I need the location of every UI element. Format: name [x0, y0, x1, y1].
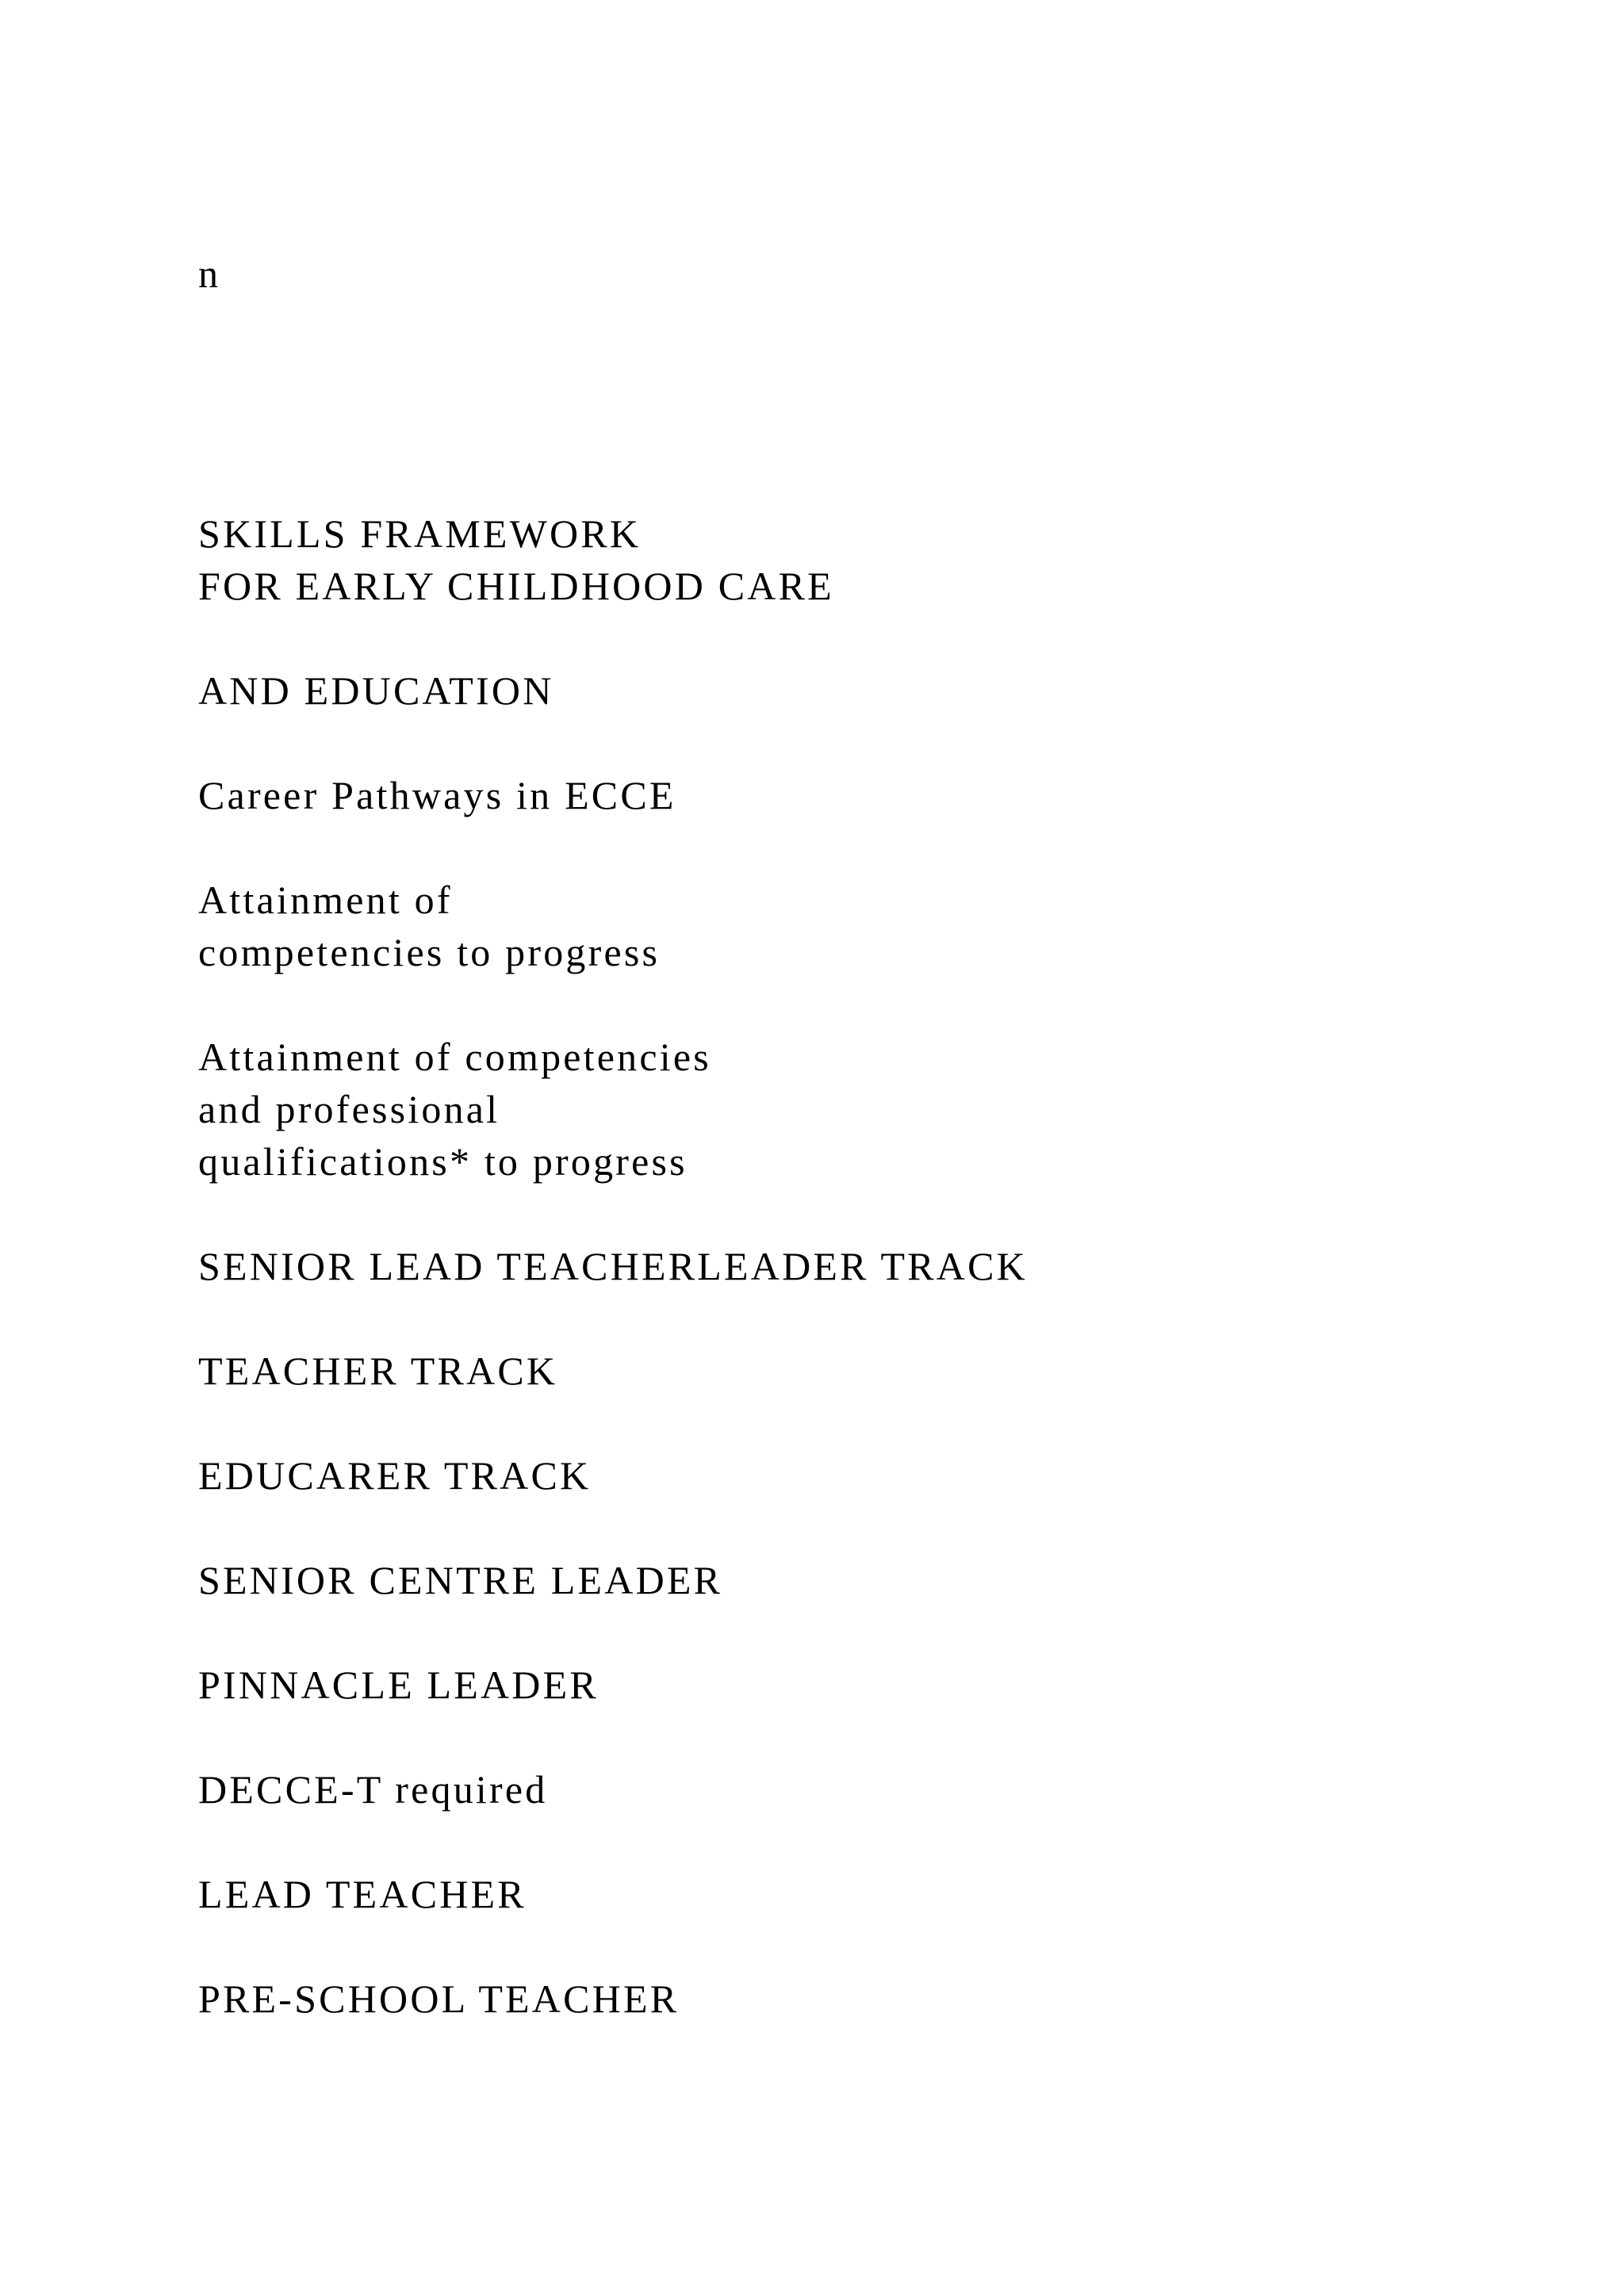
item-lead-teacher: LEAD TEACHER	[198, 1872, 527, 1916]
legend-competencies-line-2: competencies to progress	[198, 930, 661, 974]
legend-competencies-line-1: Attainment of	[198, 878, 453, 922]
item-pinnacle-leader: PINNACLE LEADER	[198, 1663, 599, 1707]
item-teacher-track: TEACHER TRACK	[198, 1349, 558, 1393]
stray-character: n	[198, 251, 221, 296]
item-educarer-track: EDUCARER TRACK	[198, 1453, 592, 1498]
legend-qualifications-line-2: and professional	[198, 1087, 500, 1131]
item-senior-lead-teacher-leader-track: SENIOR LEAD TEACHERLEADER TRACK	[198, 1244, 1028, 1288]
legend-qualifications-line-1: Attainment of competencies	[198, 1035, 711, 1079]
title-line-2: FOR EARLY CHILDHOOD CARE	[198, 564, 834, 608]
title-line-3: AND EDUCATION	[198, 668, 554, 713]
legend-qualifications-line-3: qualifications* to progress	[198, 1139, 688, 1184]
title-line-1: SKILLS FRAMEWORK	[198, 511, 642, 556]
subtitle: Career Pathways in ECCE	[198, 773, 676, 817]
item-senior-centre-leader: SENIOR CENTRE LEADER	[198, 1558, 723, 1602]
item-pre-school-teacher: PRE-SCHOOL TEACHER	[198, 1976, 680, 2021]
item-decce-t-required: DECCE-T required	[198, 1767, 548, 1812]
